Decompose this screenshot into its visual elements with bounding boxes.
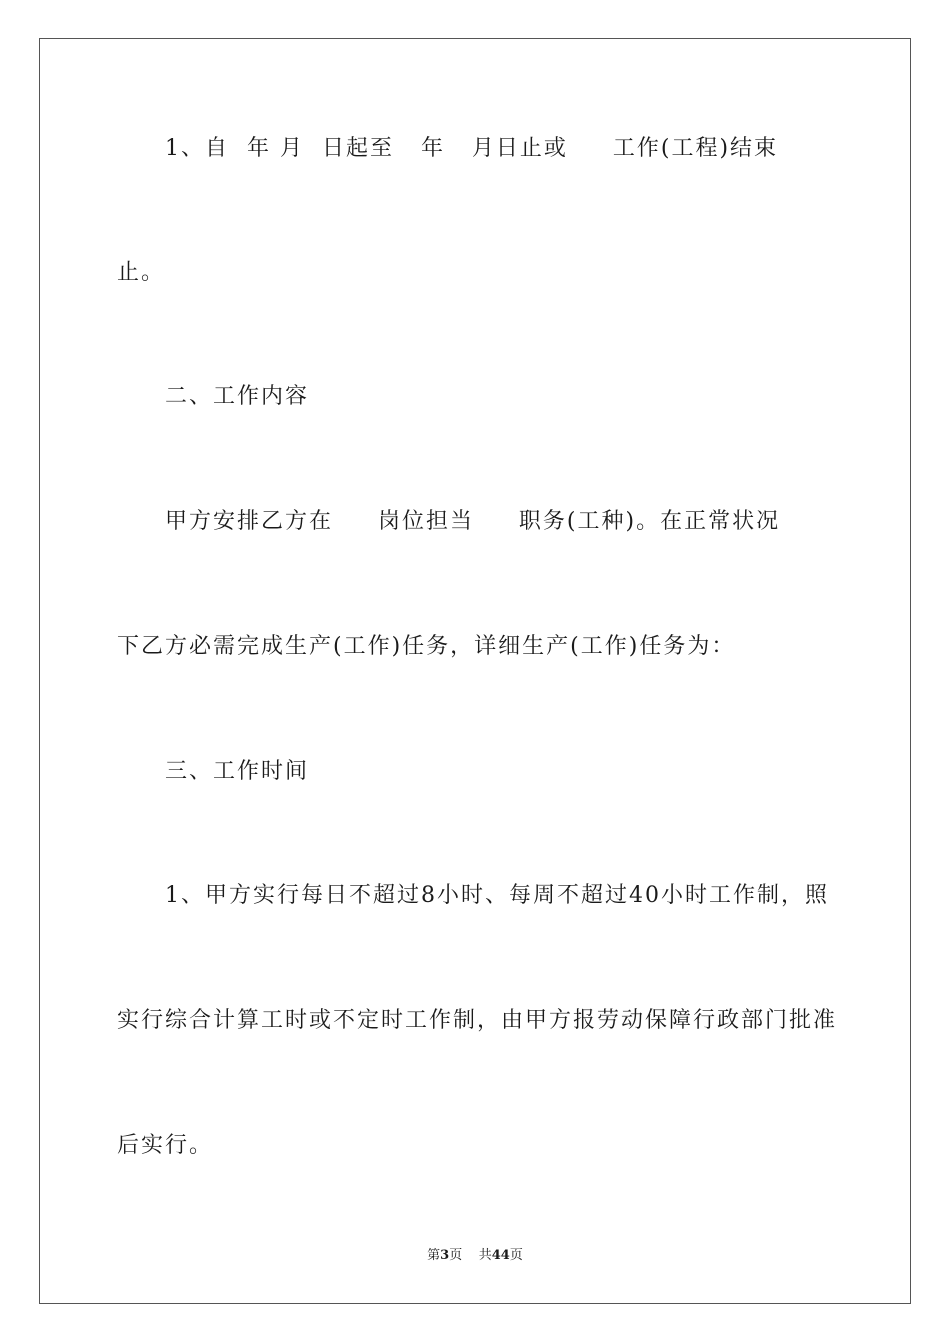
footer-page-prefix: 第 (427, 1248, 441, 1263)
footer-total-number: 44 (491, 1248, 510, 1263)
footer-total-suffix: 页 (509, 1248, 523, 1263)
footer-page-number: 3 (440, 1248, 450, 1263)
footer-total-prefix: 共 (478, 1248, 492, 1263)
text-line-task: 下乙方必需完成生产(工作)任务，详细生产(工作)任务为： (117, 634, 736, 659)
footer-page-suffix: 页 (449, 1248, 463, 1263)
text-line-hours-cont: 实行综合计算工时或不定时工作制，由甲方报劳动保障行政部门批准 (117, 1008, 838, 1033)
text-line-term-end: 止。 (117, 260, 166, 285)
text-line-hours-end: 后实行。 (117, 1133, 214, 1158)
text-line-position: 甲方安排乙方在 岗位担当 职务(工种)。在正常状况 (165, 509, 781, 534)
text-line-hours: 1、甲方实行每日不超过8小时、每周不超过40小时工作制，照 (165, 883, 829, 908)
section-heading-work-content: 二、工作内容 (165, 384, 310, 409)
page-frame (39, 38, 911, 1304)
page-footer (0, 1248, 950, 1264)
section-heading-work-time: 三、工作时间 (165, 759, 310, 784)
text-line-term: 1、自 年 月 日起至 年 月日止或 工作(工程)结束 (165, 136, 779, 161)
